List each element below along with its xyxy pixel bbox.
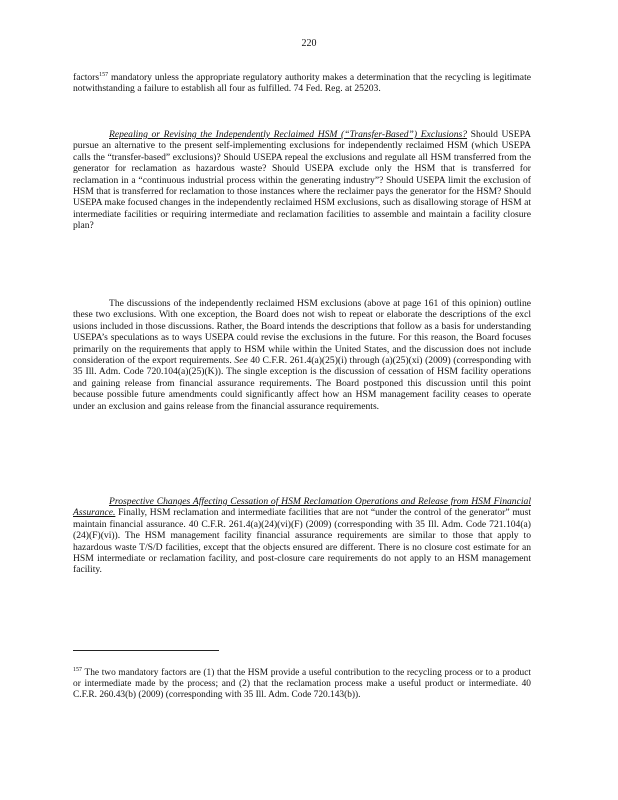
- paragraph-text: Should USEPA pursue an alternative to the present self-implementing exclusions for independently reclaimed HSM (which USEPA calls the “transfer-based” exclusions)? Should USEPA repeal the exclusions and regulate all HSM transferred from the generator for reclamation as hazardous waste? Should USEPA exclude only the HSM that is transferred for reclamation in a “continuous industrial process within the generating industry”? Should USEPA limit the exclusion of HSM that is transferred for reclamation to those instances where the reclaimer pays the generator for the HSM? Should USEPA make focused changes in the independently reclaimed HSM exclusions, such as disallowing storage of HSM at intermediate facilities or requiring intermediate and reclamation facilities to assemble and maintain a facility closure plan?: [73, 129, 531, 232]
- paragraph-text: 40 C.F.R. 261.4(a)(25)(i) through (a)(25)(xi) (2009) (corresponding with 35 Ill. Adm. Code 720.104(a)(25)(K)). The single exception is the discussion of cessation of HSM facility operations and gaining release from financial assurance requirements. The Board postponed this discussion until this point because possible future amendments could significantly affect how an HSM management facility ceases to operate under an exclusion and gains release from the financial assurance requirements.: [73, 355, 532, 412]
- page-number: 220: [301, 38, 317, 49]
- paragraph-text: The discussions of the independently reclaimed HSM exclusions (above at page 161 of this opinion) outline these two exclusions. With one exception, the Board does not wish to repeat or elaborate the descriptions of the excl usions included in those discussions. Rather, the Board intends the descriptions that follow as a basis for understanding USEPA’s speculations as to ways USEPA could revise the exclusions in the future. For this reason, the Board focuses primarily on the requirements that apply to HSM while within the United States, and the discussion does not include consideration of the export requirements.: [73, 298, 531, 367]
- paragraph-text: factors: [73, 72, 100, 83]
- footnote: [73, 668, 531, 702]
- footnote-number: 157: [73, 666, 82, 673]
- footnote-reference: 157: [99, 71, 109, 78]
- citation-signal: See: [234, 355, 248, 367]
- paragraph-continued: [73, 72, 531, 95]
- footnote-divider: [73, 650, 219, 651]
- paragraph-discussion: [73, 298, 531, 412]
- section-heading: Repealing or Revising the Independently Reclaimed HSM (“Transfer-Based”) Exclusions?: [109, 129, 468, 140]
- paragraph-text: Finally, HSM reclamation and intermediate facilities that are not “under the control of the generator” must maintain financial assurance. 40 C.F.R. 261.4(a)(24)(vi)(F) (2009) (corresponding with 35 Ill. Adm. Code 721.104(a)(24)(F)(vi)). The HSM management facility financial assurance requirements are similar to those that apply to hazardous waste T/S/D facilities, except that the objects ensured are different. There is no closure cost estimate for an HSM intermediate or reclamation facility, and post-closure care requirements do not apply to an HSM management facility.: [73, 507, 531, 576]
- section-repealing-exclusions: [73, 129, 531, 232]
- section-prospective-changes: [73, 496, 531, 576]
- section-heading: Prospective Changes Affecting Cessation of HSM Reclamation Operations and Release from HSM Financial Assurance.: [73, 496, 531, 519]
- paragraph-text: mandatory unless the appropriate regulatory authority makes a determination that the recycling is legitimate notwithstanding a failure to establish all four as fulfilled. 74 Fed. Reg. at 25203.: [73, 72, 531, 95]
- footnote-text: The two mandatory factors are (1) that the HSM provide a useful contribution to the recycling process or to a product or intermediate made by the process; and (2) that the reclamation process make a useful product or intermediate. 40 C.F.R. 260.43(b) (2009) (corresponding with 35 Ill. Adm. Code 720.143(b)).: [73, 668, 531, 701]
